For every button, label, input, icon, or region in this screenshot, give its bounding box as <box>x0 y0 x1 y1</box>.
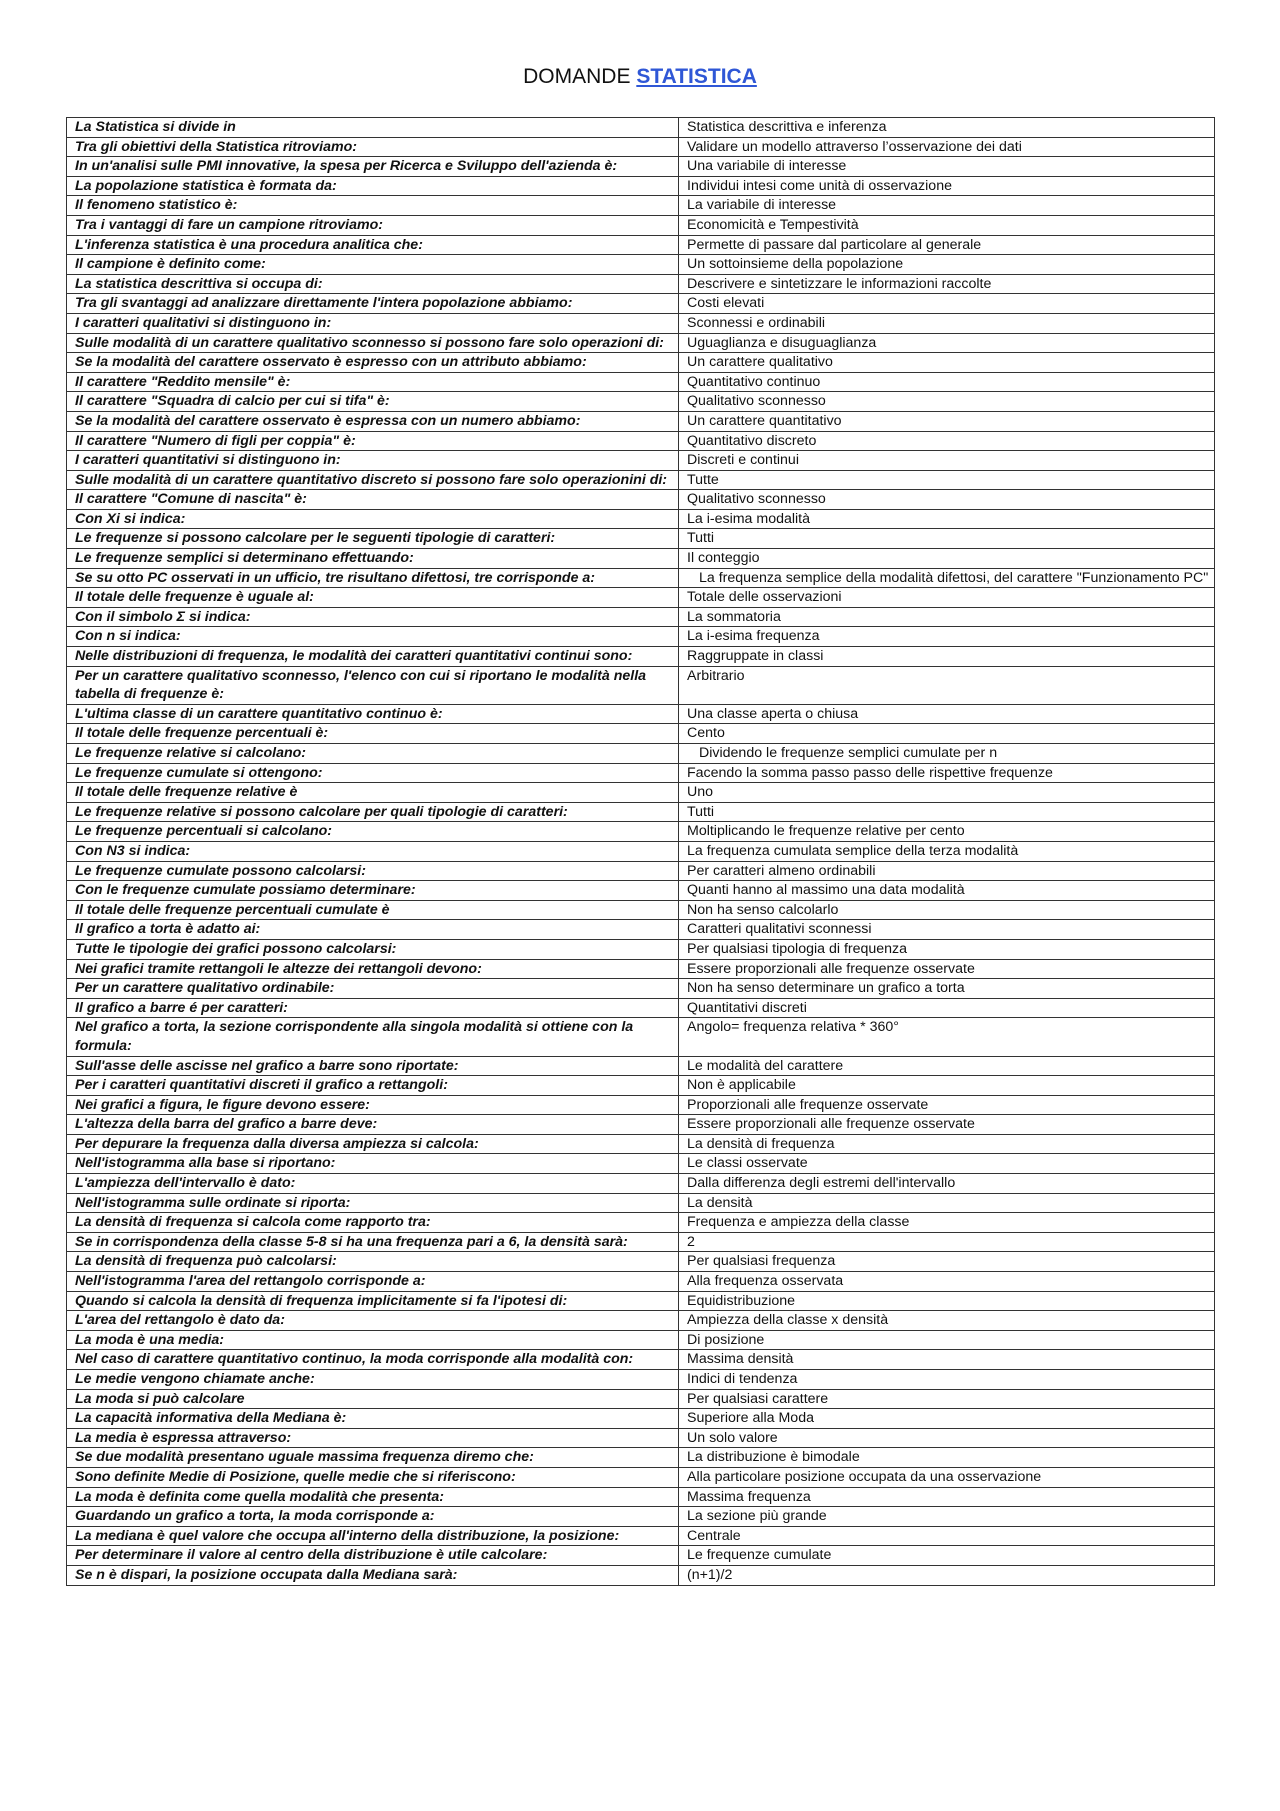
table-row <box>67 704 1215 724</box>
question-cell: Per depurare la frequenza dalla diversa ampiezza si calcola: <box>67 1134 679 1154</box>
answer-cell: Dalla differenza degli estremi dell'intervallo <box>679 1174 1215 1194</box>
table-row <box>67 1487 1215 1507</box>
answer-cell: Il conteggio <box>679 549 1215 569</box>
question-cell: Se n è dispari, la posizione occupata dalla Mediana sarà: <box>67 1565 679 1585</box>
table-row <box>67 627 1215 647</box>
table-row <box>67 1350 1215 1370</box>
answer-cell: Per caratteri almeno ordinabili <box>679 861 1215 881</box>
question-cell: La statistica descrittiva si occupa di: <box>67 274 679 294</box>
question-cell: Nei grafici a figura, le figure devono essere: <box>67 1095 679 1115</box>
question-cell: Nel grafico a torta, la sezione corrispondente alla singola modalità si ottiene con la formula: <box>67 1018 679 1056</box>
answer-cell: Le classi osservate <box>679 1154 1215 1174</box>
question-cell: La densità di frequenza può calcolarsi: <box>67 1252 679 1272</box>
question-cell: Nell'istogramma alla base si riportano: <box>67 1154 679 1174</box>
question-cell: Per i caratteri quantitativi discreti il grafico a rettangoli: <box>67 1076 679 1096</box>
question-cell: Nell'istogramma l'area del rettangolo corrisponde a: <box>67 1272 679 1292</box>
answer-cell: Uno <box>679 783 1215 803</box>
answer-cell: Qualitativo sconnesso <box>679 490 1215 510</box>
title-prefix: DOMANDE <box>523 65 631 88</box>
table-row <box>67 392 1215 412</box>
table-row <box>67 1056 1215 1076</box>
question-cell: Il carattere "Reddito mensile" è: <box>67 372 679 392</box>
table-row <box>67 1154 1215 1174</box>
table-row <box>67 1330 1215 1350</box>
table-row <box>67 235 1215 255</box>
question-cell: Sono definite Medie di Posizione, quelle medie che si riferiscono: <box>67 1467 679 1487</box>
answer-cell: (n+1)/2 <box>679 1565 1215 1585</box>
table-row <box>67 411 1215 431</box>
answer-cell: Quanti hanno al massimo una data modalità <box>679 881 1215 901</box>
answer-cell: Le frequenze cumulate <box>679 1546 1215 1566</box>
question-cell: L'ultima classe di un carattere quantitativo continuo è: <box>67 704 679 724</box>
table-row <box>67 1370 1215 1390</box>
question-cell: Tutte le tipologie dei grafici possono calcolarsi: <box>67 939 679 959</box>
table-row <box>67 744 1215 764</box>
answer-cell: Facendo la somma passo passo delle rispettive frequenze <box>679 763 1215 783</box>
questions-table <box>66 117 1215 1586</box>
question-cell: Per un carattere qualitativo ordinabile: <box>67 979 679 999</box>
table-row <box>67 255 1215 275</box>
table-row <box>67 1526 1215 1546</box>
question-cell: La popolazione statistica è formata da: <box>67 176 679 196</box>
answer-cell: Statistica descrittiva e inferenza <box>679 118 1215 138</box>
table-row <box>67 1095 1215 1115</box>
question-cell: Nell'istogramma sulle ordinate si riporta: <box>67 1193 679 1213</box>
question-cell: Le frequenze cumulate si ottengono: <box>67 763 679 783</box>
answer-cell: Descrivere e sintetizzare le informazioni raccolte <box>679 274 1215 294</box>
question-cell: Con N3 si indica: <box>67 841 679 861</box>
question-cell: Con n si indica: <box>67 627 679 647</box>
table-row <box>67 822 1215 842</box>
answer-cell: Non ha senso determinare un grafico a torta <box>679 979 1215 999</box>
question-cell: Il totale delle frequenze relative è <box>67 783 679 803</box>
table-row <box>67 647 1215 667</box>
table-row <box>67 1409 1215 1429</box>
answer-cell: Per qualsiasi carattere <box>679 1389 1215 1409</box>
table-row <box>67 294 1215 314</box>
question-cell: Le frequenze semplici si determinano effettuando: <box>67 549 679 569</box>
table-row <box>67 1311 1215 1331</box>
question-cell: L'area del rettangolo è dato da: <box>67 1311 679 1331</box>
table-row <box>67 1213 1215 1233</box>
table-row <box>67 509 1215 529</box>
answer-cell: Discreti e continui <box>679 451 1215 471</box>
table-row <box>67 1115 1215 1135</box>
table-row <box>67 607 1215 627</box>
table-row <box>67 1389 1215 1409</box>
table-row <box>67 1291 1215 1311</box>
question-cell: Il carattere "Numero di figli per coppia" è: <box>67 431 679 451</box>
answer-cell: Una variabile di interesse <box>679 157 1215 177</box>
answer-cell: 2 <box>679 1232 1215 1252</box>
question-cell: Il campione è definito come: <box>67 255 679 275</box>
answer-cell: Raggruppate in classi <box>679 647 1215 667</box>
answer-cell: Indici di tendenza <box>679 1370 1215 1390</box>
question-cell: Il grafico a barre é per caratteri: <box>67 998 679 1018</box>
question-cell: Il grafico a torta è adatto ai: <box>67 920 679 940</box>
answer-cell: Quantitativo discreto <box>679 431 1215 451</box>
table-row <box>67 470 1215 490</box>
question-cell: Nei grafici tramite rettangoli le altezze dei rettangoli devono: <box>67 959 679 979</box>
answer-cell: Dividendo le frequenze semplici cumulate per n <box>679 744 1215 764</box>
table-row <box>67 1193 1215 1213</box>
answer-cell: Arbitrario <box>679 666 1215 704</box>
question-cell: Se due modalità presentano uguale massima frequenza diremo che: <box>67 1448 679 1468</box>
answer-cell: Un carattere quantitativo <box>679 411 1215 431</box>
question-cell: Nelle distribuzioni di frequenza, le modalità dei caratteri quantitativi continui sono: <box>67 647 679 667</box>
table-row <box>67 959 1215 979</box>
answer-cell: Individui intesi come unità di osservazione <box>679 176 1215 196</box>
table-row <box>67 724 1215 744</box>
question-cell: Tra gli obiettivi della Statistica ritroviamo: <box>67 137 679 157</box>
table-row <box>67 137 1215 157</box>
question-cell: Sull'asse delle ascisse nel grafico a barre sono riportate: <box>67 1056 679 1076</box>
answer-cell: Tutti <box>679 802 1215 822</box>
answer-cell: Un solo valore <box>679 1428 1215 1448</box>
answer-cell: La densità <box>679 1193 1215 1213</box>
answer-cell: Tutte <box>679 470 1215 490</box>
question-cell: La moda è una media: <box>67 1330 679 1350</box>
question-cell: Tra gli svantaggi ad analizzare direttamente l'intera popolazione abbiamo: <box>67 294 679 314</box>
table-row <box>67 568 1215 588</box>
table-row <box>67 353 1215 373</box>
answer-cell: Massima frequenza <box>679 1487 1215 1507</box>
answer-cell: La frequenza semplice della modalità difettosi, del carattere "Funzionamento PC" <box>679 568 1215 588</box>
table-row <box>67 274 1215 294</box>
answer-cell: Centrale <box>679 1526 1215 1546</box>
answer-cell: Cento <box>679 724 1215 744</box>
question-cell: I caratteri qualitativi si distinguono in: <box>67 313 679 333</box>
question-cell: Nel caso di carattere quantitativo continuo, la moda corrisponde alla modalità con: <box>67 1350 679 1370</box>
answer-cell: Angolo= frequenza relativa * 360° <box>679 1018 1215 1056</box>
answer-cell: La variabile di interesse <box>679 196 1215 216</box>
table-row <box>67 900 1215 920</box>
question-cell: La moda si può calcolare <box>67 1389 679 1409</box>
table-row <box>67 861 1215 881</box>
title-link[interactable]: STATISTICA <box>636 65 757 88</box>
table-row <box>67 783 1215 803</box>
answer-cell: La sommatoria <box>679 607 1215 627</box>
page-title <box>0 63 1280 91</box>
question-cell: Quando si calcola la densità di frequenza implicitamente si fa l'ipotesi di: <box>67 1291 679 1311</box>
table-row <box>67 1252 1215 1272</box>
question-cell: Sulle modalità di un carattere qualitativo sconnesso si possono fare solo operazioni di: <box>67 333 679 353</box>
question-cell: La capacità informativa della Mediana è: <box>67 1409 679 1429</box>
question-cell: Il totale delle frequenze è uguale al: <box>67 588 679 608</box>
answer-cell: Totale delle osservazioni <box>679 588 1215 608</box>
answer-cell: Validare un modello attraverso l’osservazione dei dati <box>679 137 1215 157</box>
table-row <box>67 1076 1215 1096</box>
answer-cell: Non è applicabile <box>679 1076 1215 1096</box>
answer-cell: Equidistribuzione <box>679 1291 1215 1311</box>
question-cell: Se la modalità del carattere osservato è espressa con un numero abbiamo: <box>67 411 679 431</box>
answer-cell: Massima densità <box>679 1350 1215 1370</box>
answer-cell: La i-esima modalità <box>679 509 1215 529</box>
question-cell: Per un carattere qualitativo sconnesso, l'elenco con cui si riportano le modalità nella tabella di frequenze è: <box>67 666 679 704</box>
table-row <box>67 1018 1215 1056</box>
table-row <box>67 1134 1215 1154</box>
question-cell: Le frequenze cumulate possono calcolarsi: <box>67 861 679 881</box>
question-cell: L'altezza della barra del grafico a barre deve: <box>67 1115 679 1135</box>
answer-cell: Ampiezza della classe x densità <box>679 1311 1215 1331</box>
table-row <box>67 920 1215 940</box>
table-row <box>67 157 1215 177</box>
answer-cell: Di posizione <box>679 1330 1215 1350</box>
answer-cell: Quantitativo continuo <box>679 372 1215 392</box>
answer-cell: Una classe aperta o chiusa <box>679 704 1215 724</box>
table-row <box>67 1546 1215 1566</box>
answer-cell: Le modalità del carattere <box>679 1056 1215 1076</box>
table-row <box>67 1507 1215 1527</box>
question-cell: Con le frequenze cumulate possiamo determinare: <box>67 881 679 901</box>
table-row <box>67 196 1215 216</box>
table-row <box>67 1448 1215 1468</box>
answer-cell: Proporzionali alle frequenze osservate <box>679 1095 1215 1115</box>
table-row <box>67 1467 1215 1487</box>
question-cell: Se la modalità del carattere osservato è espresso con un attributo abbiamo: <box>67 353 679 373</box>
answer-cell: La frequenza cumulata semplice della terza modalità <box>679 841 1215 861</box>
answer-cell: Un carattere qualitativo <box>679 353 1215 373</box>
table-row <box>67 763 1215 783</box>
question-cell: Le medie vengono chiamate anche: <box>67 1370 679 1390</box>
answer-cell: Qualitativo sconnesso <box>679 392 1215 412</box>
question-cell: I caratteri quantitativi si distinguono in: <box>67 451 679 471</box>
answer-cell: La densità di frequenza <box>679 1134 1215 1154</box>
question-cell: Le frequenze relative si calcolano: <box>67 744 679 764</box>
table-row <box>67 588 1215 608</box>
table-row <box>67 1428 1215 1448</box>
question-cell: La Statistica si divide in <box>67 118 679 138</box>
answer-cell: Superiore alla Moda <box>679 1409 1215 1429</box>
question-cell: Se in corrispondenza della classe 5-8 si ha una frequenza pari a 6, la densità sarà: <box>67 1232 679 1252</box>
answer-cell: Sconnessi e ordinabili <box>679 313 1215 333</box>
question-cell: Se su otto PC osservati in un ufficio, tre risultano difettosi, tre corrisponde a: <box>67 568 679 588</box>
question-cell: L'ampiezza dell'intervallo è dato: <box>67 1174 679 1194</box>
table-row <box>67 666 1215 704</box>
answer-cell: Frequenza e ampiezza della classe <box>679 1213 1215 1233</box>
answer-cell: Quantitativi discreti <box>679 998 1215 1018</box>
answer-cell: Un sottoinsieme della popolazione <box>679 255 1215 275</box>
question-cell: L'inferenza statistica è una procedura analitica che: <box>67 235 679 255</box>
answer-cell: Caratteri qualitativi sconnessi <box>679 920 1215 940</box>
table-row <box>67 333 1215 353</box>
question-cell: Con il simbolo Σ si indica: <box>67 607 679 627</box>
table-row <box>67 1232 1215 1252</box>
questions-table-body <box>67 118 1215 1586</box>
question-cell: Il carattere "Comune di nascita" è: <box>67 490 679 510</box>
question-cell: Con Xi si indica: <box>67 509 679 529</box>
question-cell: In un'analisi sulle PMI innovative, la spesa per Ricerca e Sviluppo dell'azienda è: <box>67 157 679 177</box>
table-row <box>67 431 1215 451</box>
table-row <box>67 881 1215 901</box>
answer-cell: La distribuzione è bimodale <box>679 1448 1215 1468</box>
question-cell: Per determinare il valore al centro della distribuzione è utile calcolare: <box>67 1546 679 1566</box>
table-row <box>67 998 1215 1018</box>
question-cell: La mediana è quel valore che occupa all'interno della distribuzione, la posizione: <box>67 1526 679 1546</box>
question-cell: La densità di frequenza si calcola come rapporto tra: <box>67 1213 679 1233</box>
answer-cell: Uguaglianza e disuguaglianza <box>679 333 1215 353</box>
answer-cell: La i-esima frequenza <box>679 627 1215 647</box>
table-row <box>67 841 1215 861</box>
answer-cell: Essere proporzionali alle frequenze osservate <box>679 1115 1215 1135</box>
table-row <box>67 1174 1215 1194</box>
table-row <box>67 313 1215 333</box>
table-row <box>67 939 1215 959</box>
question-cell: Il carattere "Squadra di calcio per cui si tifa" è: <box>67 392 679 412</box>
answer-cell: Per qualsiasi frequenza <box>679 1252 1215 1272</box>
table-row <box>67 490 1215 510</box>
question-cell: Le frequenze si possono calcolare per le seguenti tipologie di caratteri: <box>67 529 679 549</box>
answer-cell: Non ha senso calcolarlo <box>679 900 1215 920</box>
table-row <box>67 549 1215 569</box>
table-row <box>67 979 1215 999</box>
table-row <box>67 1272 1215 1292</box>
answer-cell: Alla particolare posizione occupata da una osservazione <box>679 1467 1215 1487</box>
answer-cell: Permette di passare dal particolare al generale <box>679 235 1215 255</box>
answer-cell: La sezione più grande <box>679 1507 1215 1527</box>
answer-cell: Moltiplicando le frequenze relative per cento <box>679 822 1215 842</box>
question-cell: La media è espressa attraverso: <box>67 1428 679 1448</box>
answer-cell: Economicità e Tempestività <box>679 215 1215 235</box>
table-row <box>67 451 1215 471</box>
answer-cell: Tutti <box>679 529 1215 549</box>
question-cell: Il totale delle frequenze percentuali è: <box>67 724 679 744</box>
table-row <box>67 372 1215 392</box>
answer-cell: Alla frequenza osservata <box>679 1272 1215 1292</box>
table-row <box>67 118 1215 138</box>
answer-cell: Costi elevati <box>679 294 1215 314</box>
table-row <box>67 529 1215 549</box>
table-row <box>67 176 1215 196</box>
question-cell: Sulle modalità di un carattere quantitativo discreto si possono fare solo operazionini di: <box>67 470 679 490</box>
answer-cell: Essere proporzionali alle frequenze osservate <box>679 959 1215 979</box>
table-row <box>67 215 1215 235</box>
question-cell: Tra i vantaggi di fare un campione ritroviamo: <box>67 215 679 235</box>
question-cell: Guardando un grafico a torta, la moda corrisponde a: <box>67 1507 679 1527</box>
question-cell: La moda è definita come quella modalità che presenta: <box>67 1487 679 1507</box>
question-cell: Il fenomeno statistico è: <box>67 196 679 216</box>
question-cell: Le frequenze percentuali si calcolano: <box>67 822 679 842</box>
question-cell: Le frequenze relative si possono calcolare per quali tipologie di caratteri: <box>67 802 679 822</box>
answer-cell: Per qualsiasi tipologia di frequenza <box>679 939 1215 959</box>
table-row <box>67 802 1215 822</box>
question-cell: Il totale delle frequenze percentuali cumulate è <box>67 900 679 920</box>
table-row <box>67 1565 1215 1585</box>
